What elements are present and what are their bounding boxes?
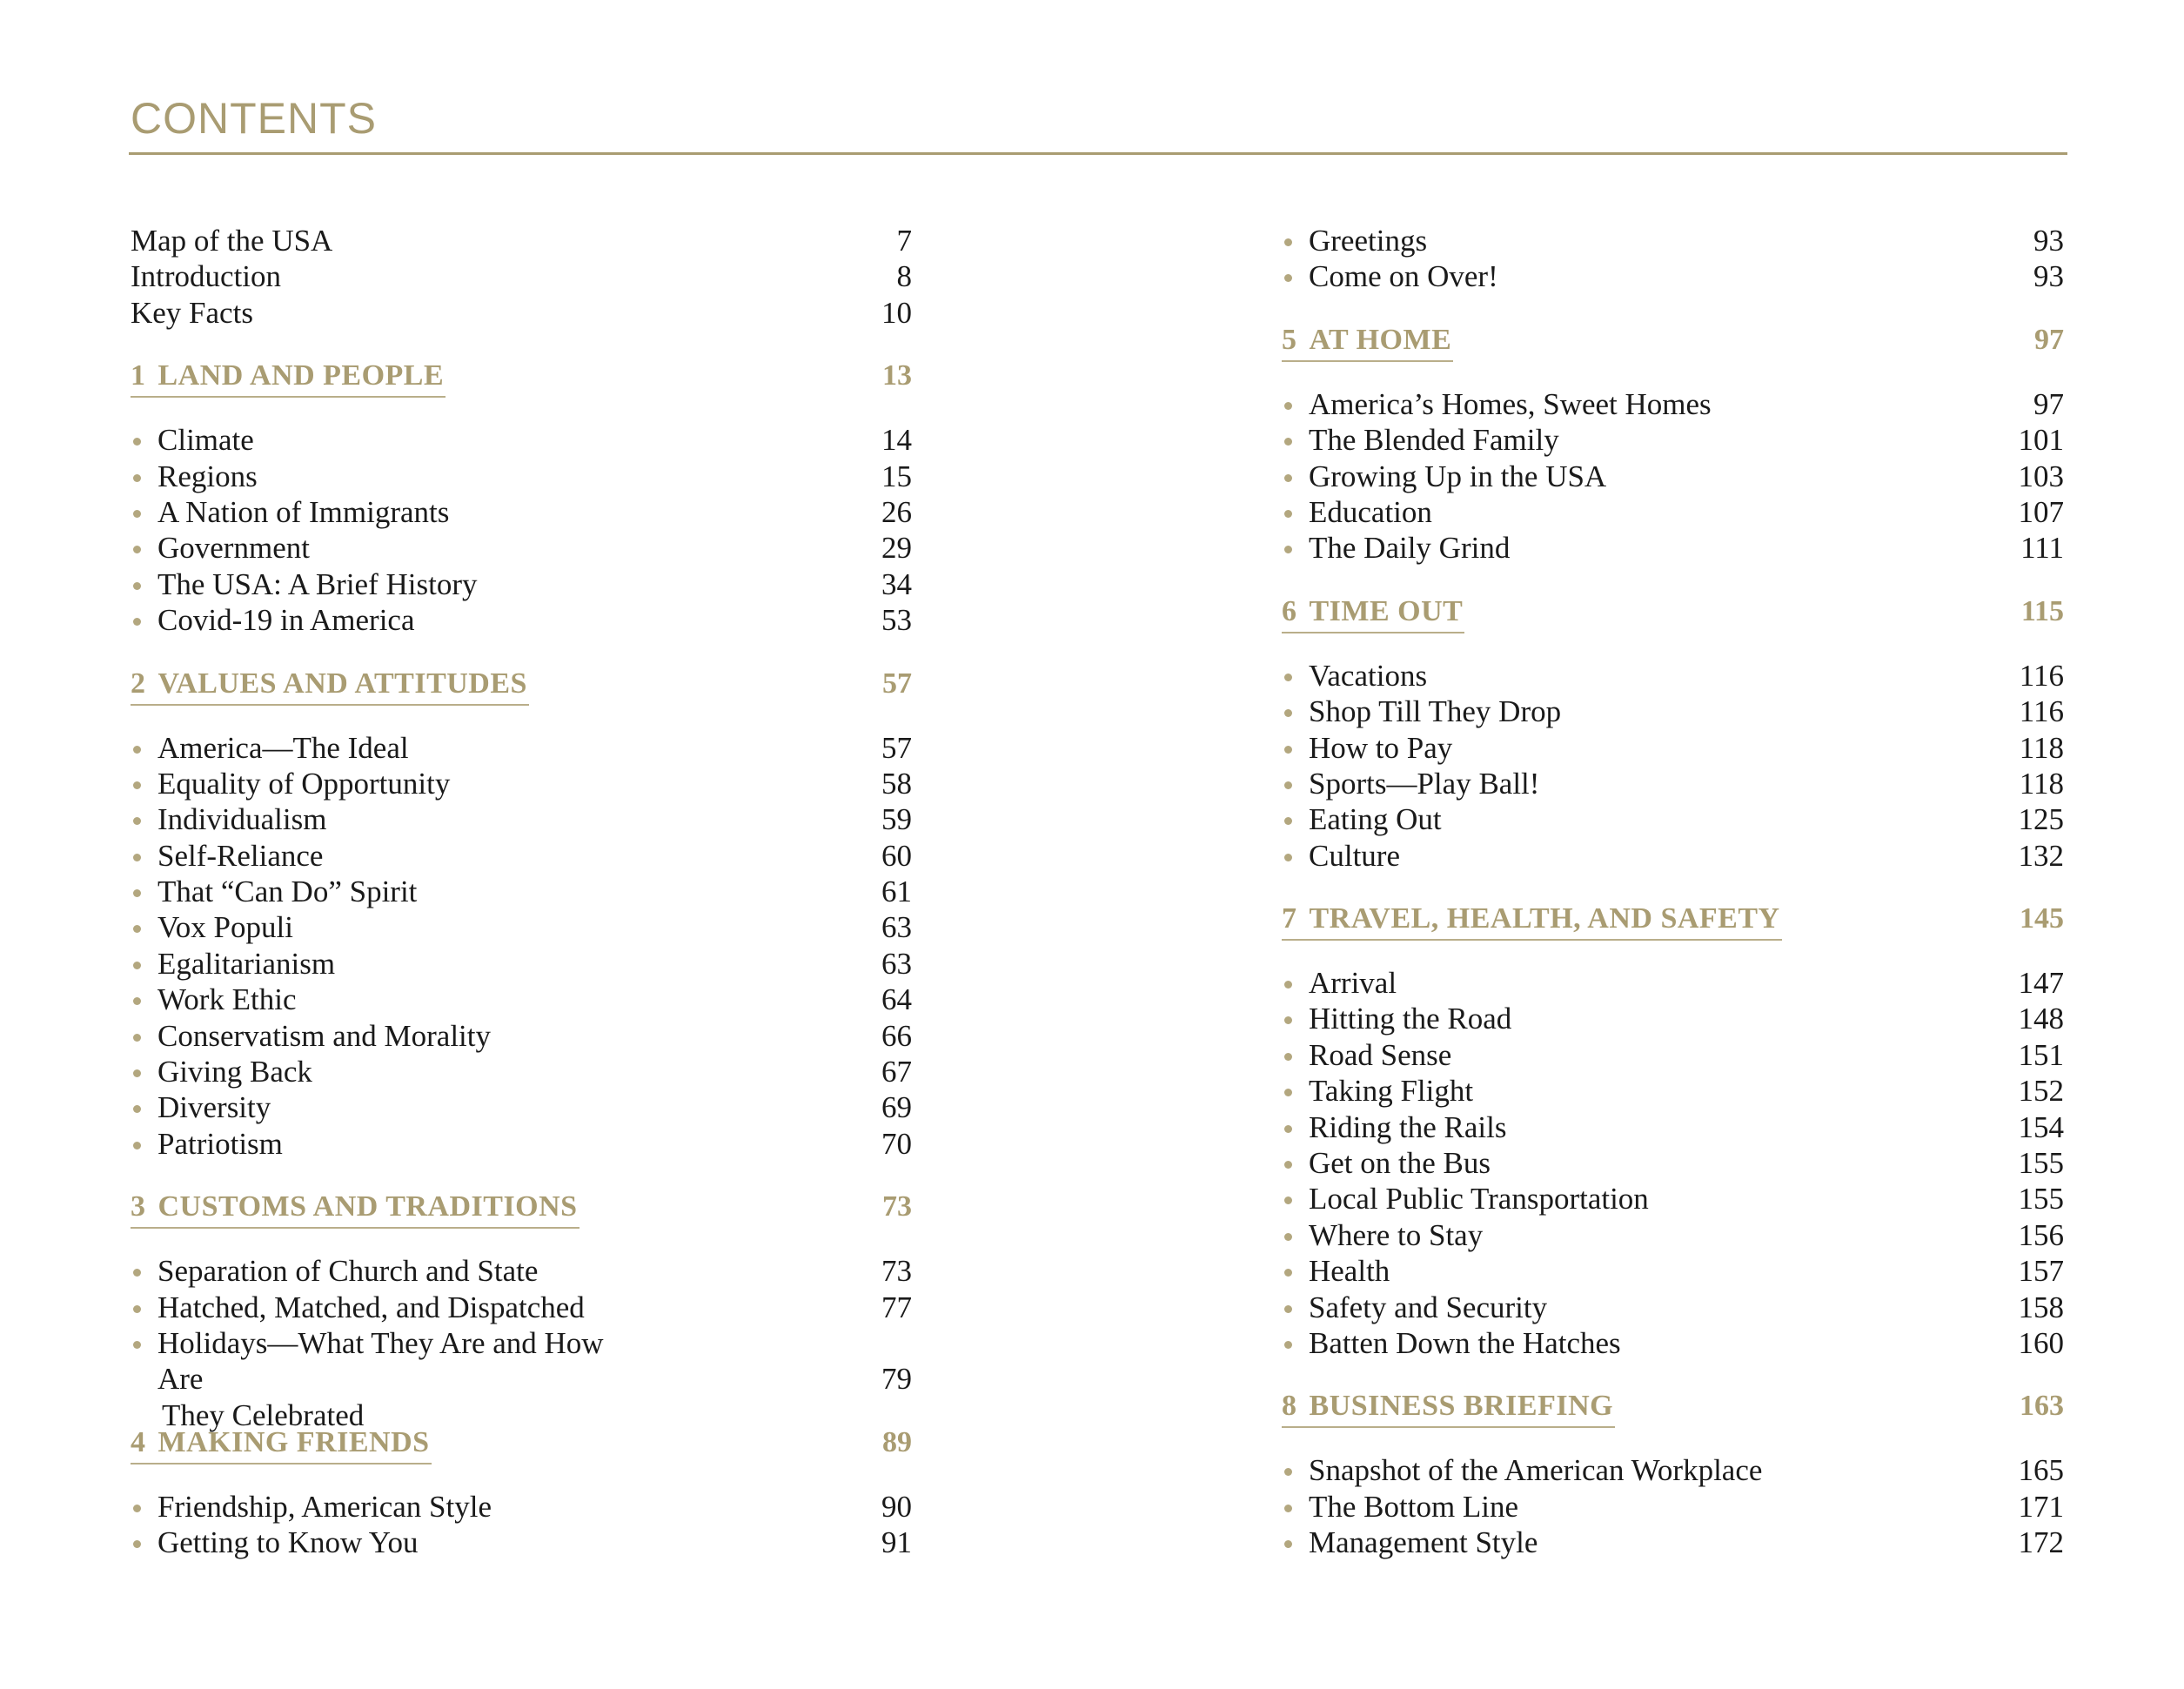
bullet-icon — [133, 1034, 141, 1042]
toc-bullet-entry[interactable] — [1282, 494, 2064, 530]
bullet-icon — [133, 1069, 141, 1077]
bullet-icon — [1284, 1269, 1292, 1277]
page-number: 111 — [2020, 531, 2064, 566]
bullet-icon — [1284, 1196, 1292, 1204]
entry-title: Vacations — [1309, 658, 1428, 693]
section-title-text: BUSINESS BRIEFING — [1309, 1390, 1614, 1423]
section-number: 4 — [131, 1425, 146, 1458]
entry-title: Education — [1309, 494, 1432, 529]
entry-title: A Nation of Immigrants — [157, 494, 450, 529]
page-number: 89 — [882, 1425, 912, 1458]
section-title — [131, 356, 446, 398]
toc-bullet-entry[interactable] — [131, 1089, 912, 1125]
toc-bullet-entry[interactable] — [131, 801, 912, 837]
toc-bullet-entry[interactable] — [1282, 694, 2064, 729]
toc-bullet-entry[interactable] — [1282, 965, 2064, 1001]
toc-bullet-entry[interactable] — [1282, 1525, 2064, 1560]
entry-title: Giving Back — [157, 1055, 312, 1089]
section-title-text: MAKING FRIENDS — [157, 1425, 430, 1458]
section-number: 8 — [1282, 1390, 1297, 1423]
entry-title: Greetings — [1309, 224, 1428, 258]
toc-bullet-entry[interactable] — [1282, 1109, 2064, 1145]
bullet-icon — [1284, 1341, 1292, 1349]
entry-title: That “Can Do” Spirit — [157, 875, 418, 909]
page-number: 73 — [881, 1254, 912, 1289]
page-number: 103 — [2018, 459, 2064, 493]
entry-title: Sports—Play Ball! — [1309, 766, 1540, 801]
toc-bullet-entry[interactable] — [1282, 1037, 2064, 1073]
bullet-icon — [1284, 817, 1292, 825]
page-number: 172 — [2018, 1525, 2064, 1560]
bullet-icon — [1284, 274, 1292, 282]
section-title-text: VALUES AND ATTITUDES — [157, 667, 527, 700]
toc-bullet-entry[interactable] — [1282, 658, 2064, 694]
entry-title: Come on Over! — [1309, 259, 1498, 294]
page-number: 57 — [881, 730, 912, 765]
bullet-icon — [133, 889, 141, 897]
page-number: 77 — [881, 1290, 912, 1324]
entry-title: Equality of Opportunity — [157, 766, 451, 801]
page-number: 115 — [2020, 594, 2064, 627]
toc-bullet-entry[interactable] — [1282, 258, 2064, 294]
section-title-text: LAND AND PEOPLE — [157, 359, 445, 392]
entry-title: Taking Flight — [1309, 1074, 1474, 1109]
entry-title: Egalitarianism — [157, 946, 336, 981]
toc-bullet-entry[interactable] — [1282, 223, 2064, 258]
bullet-icon — [1284, 1125, 1292, 1133]
page-number: 151 — [2018, 1037, 2064, 1072]
bullet-icon — [1284, 1505, 1292, 1512]
page-number: 132 — [2018, 838, 2064, 873]
toc-bullet-entry[interactable] — [131, 1489, 912, 1525]
bullet-icon — [133, 1105, 141, 1113]
entry-title: Where to Stay — [1309, 1217, 1484, 1252]
toc-bullet-entry[interactable] — [1282, 530, 2064, 566]
page-number: 57 — [882, 667, 912, 700]
bullet-icon — [1284, 438, 1292, 446]
bullet-icon — [1284, 1161, 1292, 1169]
entry-title: Self-Reliance — [157, 838, 324, 873]
toc-bullet-entry[interactable] — [131, 1018, 912, 1054]
entry-title-line-2: They Celebrated — [162, 1397, 365, 1432]
toc-bullet-entry[interactable] — [131, 766, 912, 801]
toc-bullet-entry[interactable] — [1282, 1001, 2064, 1036]
toc-bullet-entry[interactable] — [1282, 459, 2064, 494]
page-number: 157 — [2018, 1254, 2064, 1289]
page-number: 155 — [2018, 1182, 2064, 1216]
toc-entry[interactable] — [131, 295, 912, 331]
page-number: 66 — [881, 1018, 912, 1053]
bullet-icon — [133, 1142, 141, 1149]
bullet-icon — [133, 438, 141, 446]
section-number: 3 — [131, 1190, 146, 1223]
entry-title: Safety and Security — [1309, 1290, 1548, 1324]
bullet-icon — [133, 817, 141, 825]
entry-title: Climate — [157, 423, 254, 458]
toc-bullet-entry[interactable] — [131, 1126, 912, 1162]
bullet-icon — [1284, 1468, 1292, 1476]
bullet-icon — [133, 854, 141, 861]
entry-title: Diversity — [157, 1090, 271, 1125]
page-number: 147 — [2018, 966, 2064, 1001]
bullet-icon — [133, 546, 141, 553]
entry-title: Individualism — [157, 802, 327, 837]
entry-title: Conservatism and Morality — [157, 1018, 492, 1053]
section-title — [1282, 899, 1782, 941]
toc-bullet-entry[interactable] — [1282, 422, 2064, 458]
bullet-icon — [1284, 746, 1292, 754]
toc-bullet-entry[interactable] — [1282, 801, 2064, 837]
page-number: 152 — [2018, 1074, 2064, 1109]
entry-title: Hitting the Road — [1309, 1002, 1512, 1036]
section-number: 7 — [1282, 902, 1297, 935]
page-number: 154 — [2018, 1109, 2064, 1144]
toc-section-heading[interactable] — [1282, 1385, 2064, 1427]
bullet-icon — [1284, 781, 1292, 789]
bullet-icon — [1284, 1053, 1292, 1061]
toc-bullet-entry[interactable] — [131, 459, 912, 494]
toc-section-heading[interactable] — [131, 355, 912, 397]
bullet-icon — [133, 1540, 141, 1548]
page-number: 90 — [881, 1489, 912, 1524]
toc-bullet-entry[interactable] — [1282, 1073, 2064, 1109]
section-title-text: TIME OUT — [1309, 594, 1464, 627]
bullet-icon — [1284, 1089, 1292, 1096]
bullet-icon — [133, 1269, 141, 1277]
entry-title: Covid-19 in America — [157, 603, 415, 638]
page-number: 91 — [881, 1525, 912, 1560]
bullet-icon — [133, 1505, 141, 1512]
entry-title: Shop Till They Drop — [1309, 694, 1562, 729]
entry-title: The Daily Grind — [1309, 531, 1511, 566]
page-number: 61 — [881, 875, 912, 909]
toc-bullet-entry[interactable] — [1282, 730, 2064, 766]
entry-title: Hatched, Matched, and Dispatched — [157, 1290, 585, 1324]
page-number: 101 — [2018, 423, 2064, 458]
page-number: 93 — [2033, 224, 2064, 258]
section-title — [131, 664, 529, 706]
entry-title: The USA: A Brief History — [157, 566, 478, 601]
bullet-icon — [1284, 854, 1292, 861]
section-title — [131, 1187, 579, 1229]
entry-title: How to Pay — [1309, 730, 1453, 765]
entry-title: America—The Ideal — [157, 730, 409, 765]
entry-title: The Blended Family — [1309, 423, 1559, 458]
page-number: 7 — [896, 224, 912, 258]
toc-section-heading[interactable] — [131, 1422, 912, 1464]
entry-title: Snapshot of the American Workplace — [1309, 1453, 1763, 1488]
toc-section-heading[interactable] — [131, 663, 912, 705]
bullet-icon — [1284, 546, 1292, 553]
page-number: 15 — [881, 459, 912, 493]
toc-bullet-entry[interactable] — [131, 874, 912, 909]
bullet-icon — [1284, 1016, 1292, 1024]
entry-title: Riding the Rails — [1309, 1109, 1507, 1144]
bullet-icon — [1284, 1305, 1292, 1313]
title-divider — [129, 152, 2067, 155]
toc-bullet-entry[interactable] — [1282, 1325, 2064, 1361]
entry-title: Getting to Know You — [157, 1525, 419, 1560]
entry-title: Culture — [1309, 838, 1400, 873]
page-number: 67 — [881, 1055, 912, 1089]
entry-title: Key Facts — [131, 295, 253, 330]
entry-title: Management Style — [1309, 1525, 1538, 1560]
page-number: 64 — [881, 982, 912, 1017]
page-number: 145 — [2020, 902, 2064, 935]
toc-bullet-entry[interactable] — [131, 422, 912, 458]
page-number: 148 — [2018, 1002, 2064, 1036]
page-number: 156 — [2018, 1217, 2064, 1252]
entry-title: Local Public Transportation — [1309, 1182, 1649, 1216]
page-number: 8 — [896, 259, 912, 294]
bullet-icon — [1284, 674, 1292, 681]
toc-bullet-entry[interactable] — [1282, 1489, 2064, 1525]
bullet-icon — [1284, 981, 1292, 989]
entry-title: Road Sense — [1309, 1037, 1452, 1072]
entry-title: America’s Homes, Sweet Homes — [1309, 386, 1712, 421]
page-number: 70 — [881, 1126, 912, 1161]
toc-bullet-entry[interactable] — [131, 1054, 912, 1089]
entry-title: Separation of Church and State — [157, 1254, 539, 1289]
toc-bullet-entry[interactable] — [131, 730, 912, 766]
toc-bullet-entry[interactable] — [1282, 1217, 2064, 1253]
entry-title: Batten Down the Hatches — [1309, 1325, 1621, 1360]
toc-bullet-entry[interactable] — [131, 494, 912, 530]
bullet-icon — [133, 510, 141, 518]
bullet-icon — [1284, 474, 1292, 482]
entry-title-line-1: Holidays—What They Are and How Are — [157, 1325, 604, 1397]
section-title-text: CUSTOMS AND TRADITIONS — [157, 1190, 578, 1223]
toc-left-column — [131, 223, 912, 1561]
page-title: CONTENTS — [131, 94, 377, 143]
page-number: 155 — [2018, 1146, 2064, 1181]
toc-entry[interactable] — [131, 223, 912, 258]
entry-title: Introduction — [131, 259, 282, 294]
page-number: 125 — [2018, 802, 2064, 837]
section-number: 1 — [131, 359, 146, 392]
section-number: 2 — [131, 667, 146, 700]
toc-bullet-entry[interactable] — [1282, 1290, 2064, 1325]
toc-entry[interactable] — [131, 258, 912, 294]
toc-bullet-entry[interactable] — [131, 602, 912, 638]
toc-bullet-entry[interactable] — [1282, 386, 2064, 422]
bullet-icon — [133, 474, 141, 482]
toc-bullet-entry[interactable] — [1282, 1181, 2064, 1216]
toc-bullet-entry[interactable] — [1282, 766, 2064, 801]
toc-bullet-entry[interactable] — [131, 530, 912, 566]
section-title — [1282, 592, 1464, 633]
toc-bullet-entry[interactable] — [131, 566, 912, 602]
entry-title: Health — [1309, 1254, 1390, 1289]
page-number: 118 — [2019, 766, 2064, 801]
page-number: 34 — [881, 566, 912, 601]
toc-section-heading[interactable] — [1282, 898, 2064, 940]
bullet-icon — [133, 997, 141, 1005]
bullet-icon — [133, 925, 141, 933]
entry-title: Friendship, American Style — [157, 1489, 492, 1524]
page-number: 116 — [2019, 658, 2064, 693]
toc-bullet-entry[interactable] — [131, 1290, 912, 1325]
page-number: 29 — [881, 531, 912, 566]
toc-bullet-entry[interactable] — [131, 909, 912, 945]
page-number: 14 — [881, 423, 912, 458]
entry-title: Work Ethic — [157, 982, 297, 1017]
toc-bullet-entry[interactable] — [1282, 838, 2064, 874]
bullet-icon — [1284, 510, 1292, 518]
bullet-icon — [133, 618, 141, 626]
bullet-icon — [133, 1305, 141, 1313]
section-number: 5 — [1282, 323, 1297, 356]
page-number: 165 — [2018, 1453, 2064, 1488]
page-number: 97 — [2034, 323, 2064, 356]
bullet-icon — [1284, 402, 1292, 410]
section-title-text: AT HOME — [1309, 323, 1452, 356]
page-number: 63 — [881, 946, 912, 981]
page-number: 63 — [881, 910, 912, 945]
entry-title: The Bottom Line — [1309, 1489, 1519, 1524]
page-number: 59 — [881, 802, 912, 837]
page-number: 13 — [882, 359, 912, 392]
section-number: 6 — [1282, 594, 1297, 627]
toc-bullet-entry[interactable] — [131, 838, 912, 874]
bullet-icon — [1284, 1233, 1292, 1241]
entry-title: Map of the USA — [131, 224, 333, 258]
page-number: 158 — [2018, 1290, 2064, 1324]
page-number: 97 — [2033, 386, 2064, 421]
entry-title: Regions — [157, 459, 258, 493]
section-title — [1282, 320, 1453, 362]
page-number: 118 — [2019, 730, 2064, 765]
page-number: 58 — [881, 766, 912, 801]
entry-title: Growing Up in the USA — [1309, 459, 1607, 493]
page-number: 73 — [882, 1190, 912, 1223]
bullet-icon — [1284, 238, 1292, 246]
toc-bullet-entry[interactable] — [1282, 1452, 2064, 1488]
bullet-icon — [133, 1341, 141, 1349]
section-title — [131, 1423, 432, 1464]
toc-bullet-entry[interactable] — [1282, 1145, 2064, 1181]
page-number: 93 — [2033, 259, 2064, 294]
bullet-icon — [133, 746, 141, 754]
entry-title: Patriotism — [157, 1126, 283, 1161]
toc-right-column — [1282, 223, 2064, 1561]
page-number: 79 — [881, 1362, 912, 1397]
page-number: 116 — [2019, 694, 2064, 729]
entry-title: Government — [157, 531, 310, 566]
bullet-icon — [133, 582, 141, 590]
bullet-icon — [1284, 1540, 1292, 1548]
entry-title: Vox Populi — [157, 910, 293, 945]
page-number: 10 — [881, 295, 912, 330]
entry-title: Arrival — [1309, 966, 1397, 1001]
bullet-icon — [133, 781, 141, 789]
page-number: 69 — [881, 1090, 912, 1125]
section-title — [1282, 1386, 1615, 1428]
page-number: 163 — [2020, 1390, 2064, 1423]
section-title-text: TRAVEL, HEALTH, AND SAFETY — [1309, 902, 1780, 935]
page-number: 60 — [881, 838, 912, 873]
bullet-icon — [133, 962, 141, 969]
page-number: 26 — [881, 494, 912, 529]
toc-bullet-entry[interactable] — [131, 1525, 912, 1560]
entry-title: Eating Out — [1309, 802, 1442, 837]
toc-bullet-entry[interactable] — [1282, 1253, 2064, 1289]
toc-section-heading[interactable] — [131, 1186, 912, 1228]
page-number: 171 — [2018, 1489, 2064, 1524]
toc-section-heading[interactable] — [1282, 319, 2064, 361]
bullet-icon — [1284, 709, 1292, 717]
page-number: 160 — [2018, 1325, 2064, 1360]
toc-bullet-entry[interactable] — [131, 1253, 912, 1289]
toc-bullet-entry[interactable] — [131, 982, 912, 1017]
entry-title — [157, 1325, 645, 1433]
page-number: 107 — [2018, 494, 2064, 529]
page-number: 53 — [881, 603, 912, 638]
toc-bullet-entry[interactable] — [131, 946, 912, 982]
toc-section-heading[interactable] — [1282, 591, 2064, 633]
toc-bullet-entry[interactable] — [131, 1325, 912, 1432]
entry-title: Get on the Bus — [1309, 1146, 1491, 1181]
